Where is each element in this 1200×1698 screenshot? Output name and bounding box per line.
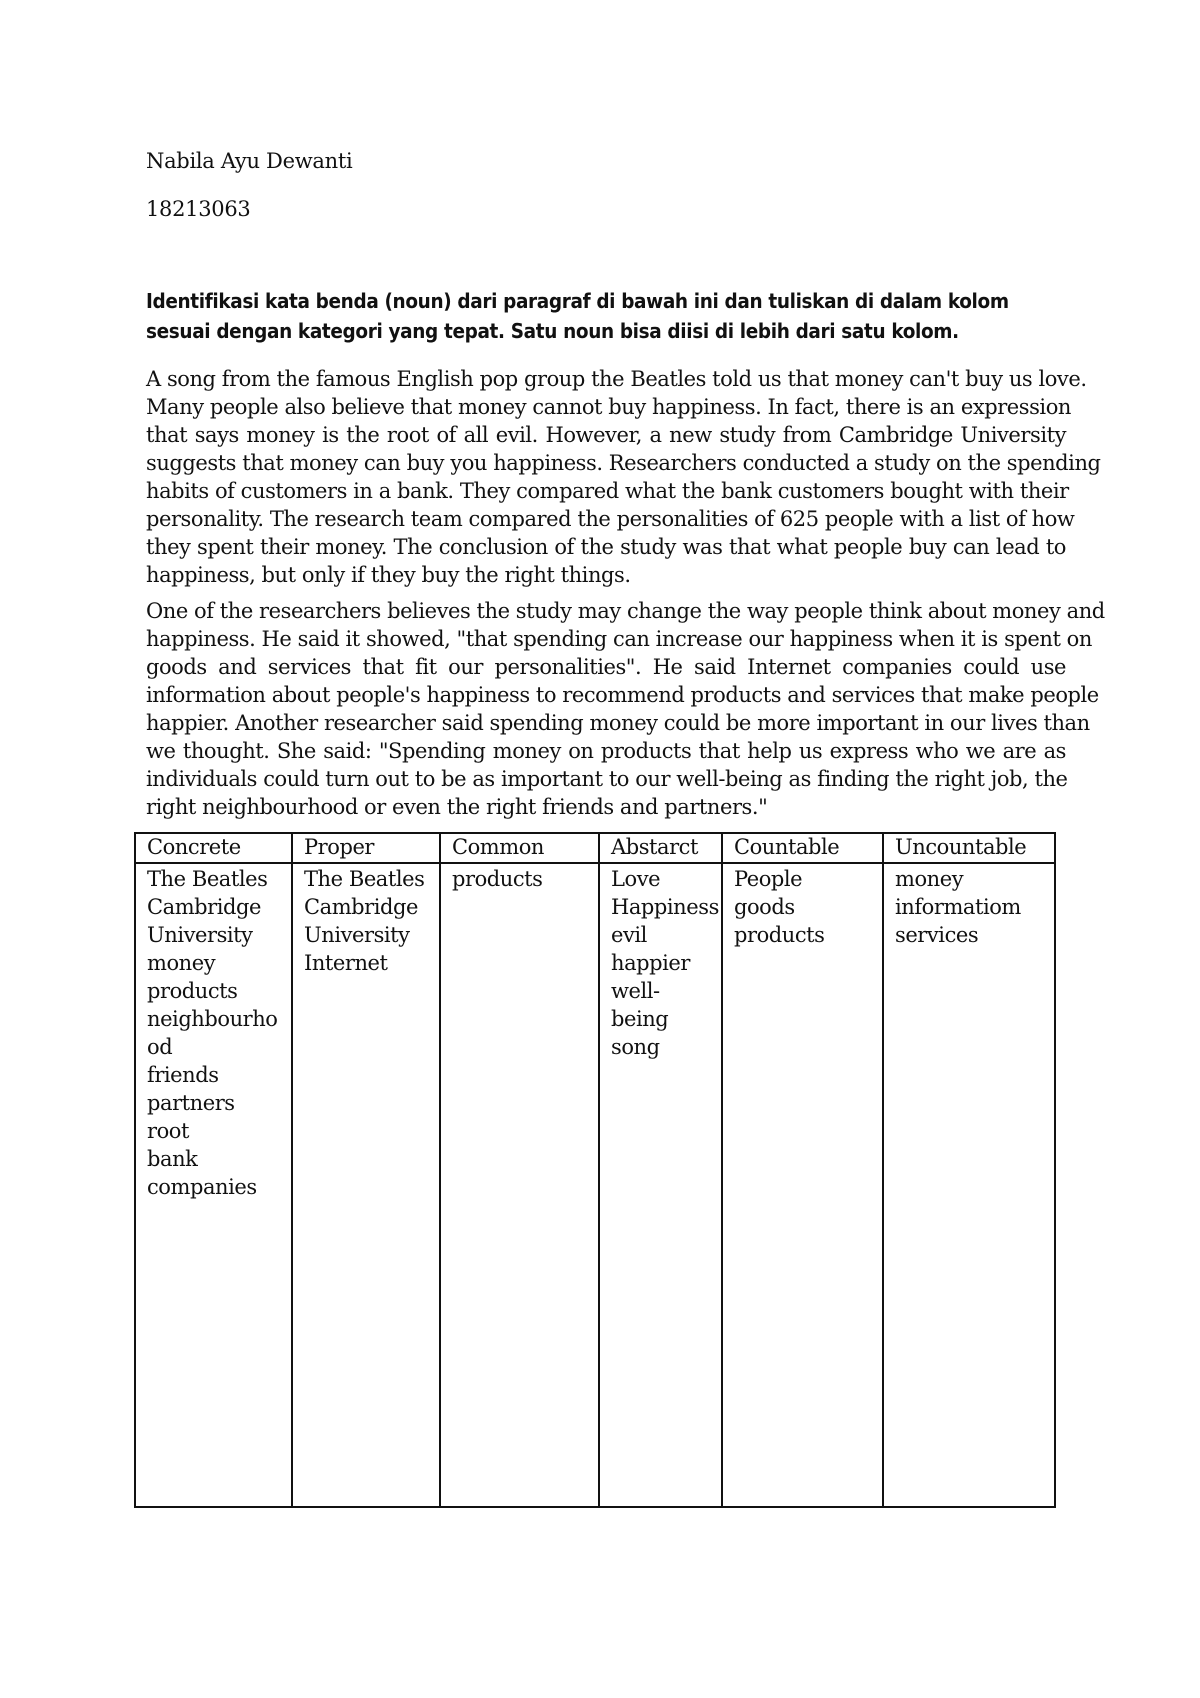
paragraph-line: Many people also believe that money cannot buy happiness. In fact, there is an expression [146, 395, 1071, 419]
noun-item: Happiness [611, 895, 719, 919]
paragraph-line: goods and services that fit our personalities". He said Internet companies could use [146, 655, 1066, 679]
paragraph-line: personality. The research team compared the personalities of 625 people with a list of how [146, 507, 1075, 531]
paragraph-1 [146, 365, 1101, 589]
paragraph-line: happiness, but only if they buy the right things. [146, 563, 631, 587]
cell-common [440, 863, 599, 1507]
noun-item: od [147, 1035, 173, 1059]
header-proper: Proper [292, 833, 440, 863]
paragraph-line: information about people's happiness to recommend products and services that make people [146, 683, 1099, 707]
noun-item: companies [147, 1175, 257, 1199]
noun-item: informatiom [895, 895, 1021, 919]
noun-item: happier [611, 951, 690, 975]
noun-item: products [452, 867, 543, 891]
paragraph-line: suggests that money can buy you happiness. Researchers conducted a study on the spending [146, 451, 1101, 475]
paragraph-line: A song from the famous English pop group the Beatles told us that money can't buy us love. [146, 367, 1087, 391]
noun-item: University [147, 923, 253, 947]
noun-item: Cambridge [147, 895, 261, 919]
paragraph-line: right neighbourhood or even the right friends and partners." [146, 795, 768, 819]
noun-item: Internet [304, 951, 388, 975]
cell-proper [292, 863, 440, 1507]
cell-countable [722, 863, 883, 1507]
noun-item: University [304, 923, 410, 947]
noun-item: Love [611, 867, 661, 891]
cell-abstract [599, 863, 722, 1507]
noun-item: friends [147, 1063, 219, 1087]
instruction-line: Identifikasi kata benda (noun) dari paragraf di bawah ini dan tuliskan di dalam kolom [146, 289, 1009, 313]
noun-item: products [734, 923, 825, 947]
cell-concrete [135, 863, 292, 1507]
paragraph-line: happiness. He said it showed, "that spending can increase our happiness when it is spent on [146, 627, 1092, 651]
noun-item: The Beatles [304, 867, 425, 891]
noun-item: root [147, 1119, 189, 1143]
noun-item: song [611, 1035, 660, 1059]
header-abstract: Abstarct [599, 833, 722, 863]
paragraph-line: habits of customers in a bank. They compared what the bank customers bought with their [146, 479, 1069, 503]
noun-item: bank [147, 1147, 198, 1171]
noun-category-table [134, 832, 1056, 1508]
noun-item: money [895, 867, 964, 891]
paragraph-line: happier. Another researcher said spending money could be more important in our lives than [146, 711, 1090, 735]
noun-item: services [895, 923, 979, 947]
noun-item: The Beatles [147, 867, 268, 891]
cell-uncountable [883, 863, 1055, 1507]
paragraph-2 [146, 597, 1105, 821]
paragraph-line: they spent their money. The conclusion of the study was that what people buy can lead to [146, 535, 1066, 559]
noun-item: partners [147, 1091, 235, 1115]
noun-item: People [734, 867, 803, 891]
paragraph-line: we thought. She said: "Spending money on products that help us express who we are as [146, 739, 1066, 763]
noun-item: Cambridge [304, 895, 418, 919]
noun-item: products [147, 979, 238, 1003]
header-countable: Countable [722, 833, 883, 863]
noun-item: goods [734, 895, 795, 919]
paragraph-line: individuals could turn out to be as important to our well-being as finding the right job, the [146, 767, 1068, 791]
paragraph-line: that says money is the root of all evil. However, a new study from Cambridge University [146, 423, 1066, 447]
header-uncountable: Uncountable [883, 833, 1055, 863]
header-concrete: Concrete [135, 833, 292, 863]
instruction-text [146, 286, 1066, 346]
table-row [135, 863, 1055, 1507]
noun-item: evil [611, 923, 647, 947]
table-header-row [135, 833, 1055, 863]
noun-item: well- [611, 979, 660, 1003]
paragraph-line: One of the researchers believes the study may change the way people think about money and [146, 599, 1105, 623]
student-id: 18213063 [146, 197, 251, 221]
noun-item: being [611, 1007, 669, 1031]
noun-item: neighbourho [147, 1007, 278, 1031]
author-name: Nabila Ayu Dewanti [146, 149, 353, 173]
instruction-line: sesuai dengan kategori yang tepat. Satu noun bisa diisi di lebih dari satu kolom. [146, 319, 959, 343]
header-common: Common [440, 833, 599, 863]
noun-item: money [147, 951, 216, 975]
